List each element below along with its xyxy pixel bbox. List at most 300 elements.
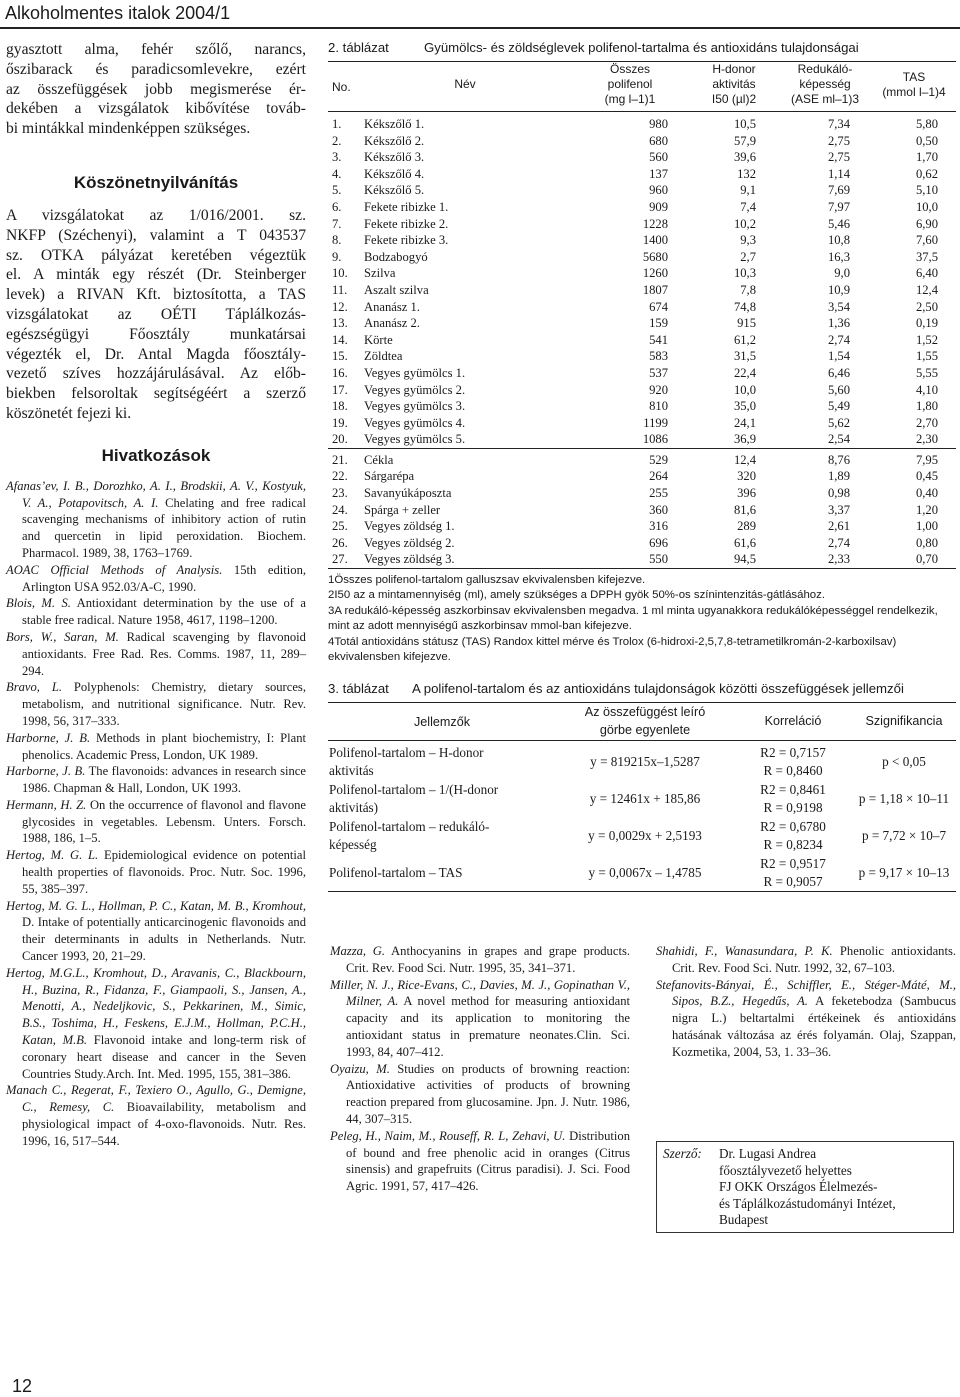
cell-polyphenol: 541 <box>649 332 668 347</box>
reference-authors: Afanas’ev, I. B., Dorozhko, A. I., Brodskii, A. V., Kostyuk, V. A., Potapovitsch, A. I. <box>6 478 306 510</box>
reference-authors: Hertog, M. G. L. <box>6 848 99 863</box>
cell-hdonor: 12,4 <box>690 448 778 468</box>
table-row <box>328 199 956 216</box>
cell-tas: 5,55 <box>915 365 938 380</box>
cell-no: 23. <box>332 486 348 501</box>
cell-name: Vegyes gyümölcs 5. <box>364 432 466 447</box>
reference-item <box>330 1061 630 1128</box>
cell-polyphenol: 920 <box>649 382 668 397</box>
reference-authors: Hertog, M. G. L., Hollman, P. C., Katan, M. B., Kromhout, <box>6 898 306 913</box>
reference-text: Radical scavenging by flavonoid antioxidants. Free Rad. Res. Comms. 1987, 11, 289–294. <box>22 629 306 678</box>
cell-hdonor: 10,3 <box>733 266 756 281</box>
table-row <box>328 265 956 282</box>
cell-name: Cékla <box>360 448 570 468</box>
cell-name: Kékszőlő 1. <box>364 117 425 131</box>
hdr-line: (ASE ml–1)3 <box>790 92 860 106</box>
references-heading: Hivatkozások <box>101 445 211 465</box>
cell-hdonor: 24,1 <box>733 415 756 430</box>
paragraph-line: NKFP (Széchenyi), valamint a T 043537 <box>6 226 306 244</box>
cell-polyphenol: 583 <box>649 349 668 364</box>
page-number: 12 <box>12 1376 33 1396</box>
journal-header-title: Alkoholmentes italok 2004/1 <box>5 3 231 23</box>
cell-hdonor: 35,0 <box>733 399 756 414</box>
table-row <box>328 315 956 332</box>
col-header-hdonor <box>690 62 778 112</box>
cell-polyphenol: 255 <box>649 486 668 501</box>
table3-body <box>328 741 956 892</box>
cell-reducing: 2,75 <box>827 150 850 165</box>
cell-name: Zöldtea <box>364 349 403 364</box>
table-row <box>328 448 956 468</box>
feature-line: Polifenol-tartalom – H-donor <box>329 745 484 761</box>
reference-item <box>330 943 630 977</box>
cell-polyphenol: 137 <box>649 166 668 181</box>
cell-name: Aszalt szilva <box>364 282 429 297</box>
feature-line: Polifenol-tartalom – redukáló- <box>329 819 490 835</box>
cell-tas: 0,70 <box>915 552 938 567</box>
table2-footnote: 2I50 az a mintamennyiség (ml), amely szükséges a DPPH gyök 50%-os színintenzitás-gátlásához. <box>328 589 825 602</box>
reference-item <box>330 1128 630 1195</box>
paragraph-line: dekében a vizsgálatok kibővítése továb- <box>6 100 306 118</box>
paragraph-line: gyasztott alma, fehér szőlő, narancs, <box>6 41 306 58</box>
feature-line: Polifenol-tartalom – 1/(H-donor <box>329 782 499 798</box>
cell-tas: 1,52 <box>915 332 938 347</box>
table-row <box>328 166 956 183</box>
table-row <box>328 133 956 150</box>
table-row <box>328 112 956 133</box>
cell-polyphenol: 980 <box>649 117 668 131</box>
col-header-no: No. <box>328 62 360 112</box>
paragraph-line: vizsgálatokat az OÉTI Táplálkozás- <box>6 305 306 323</box>
cell-no: 20. <box>332 432 348 447</box>
cell-name: Körte <box>364 332 393 347</box>
reference-authors: Harborne, J. B. <box>6 764 86 779</box>
cell-hdonor: 36,9 <box>733 432 756 447</box>
reference-text: Bioavailability, metabolism and physiological impact of 4-oxo-flavonoids. Nutr. Res. 1996, 16, 517–544. <box>22 1100 307 1148</box>
cell-reducing: 7,34 <box>827 117 850 131</box>
cell-hdonor: 61,2 <box>733 332 756 347</box>
paragraph-line: köszönetét fejezi ki. <box>6 404 132 422</box>
cell-correlation <box>734 854 852 891</box>
left-column <box>6 40 306 1150</box>
cell-polyphenol: 810 <box>649 399 668 414</box>
cell-reducing: 1,36 <box>827 316 850 331</box>
author-box <box>656 1141 954 1233</box>
references-list-middle <box>330 943 630 1195</box>
cell-reducing: 5,62 <box>827 415 850 430</box>
table-row <box>328 415 956 432</box>
cell-polyphenol: 560 <box>649 150 668 165</box>
reference-item <box>6 797 306 847</box>
cell-reducing: 5,60 <box>827 382 850 397</box>
cell-reducing: 1,14 <box>827 166 850 181</box>
hdr-line: görbe egyenlete <box>599 722 691 737</box>
reference-text: Flavonoid intake and long-term risk of coronary heart disease and cancer in the Seven Countries Study.Arch. Int. Med. 1995, 155, 381–386. <box>22 1033 306 1081</box>
reference-item <box>6 847 306 897</box>
cell-tas: 0,50 <box>915 133 938 148</box>
cell-reducing: 16,3 <box>827 249 850 264</box>
cell-tas: 37,5 <box>915 249 938 264</box>
reference-text: Polyphenols: Chemistry, dietary sources, metabolism, and nutritional significance. Nutr. Rev. 1998, 56, 317–333. <box>22 680 306 728</box>
paragraph-line: bi mintákkal mindenképpen szükséges. <box>6 120 251 138</box>
cell-equation: y = 12461x + 185,86 <box>589 791 701 807</box>
cell-tas: 0,62 <box>915 166 938 181</box>
col-header-reducing <box>778 62 872 112</box>
cell-feature <box>328 741 556 781</box>
reference-item <box>6 763 306 797</box>
cell-reducing: 2,74 <box>827 332 850 347</box>
paragraph-line: őszibarack és paradicsomlevekre, ezért <box>6 60 306 78</box>
hdr-line: (mg l–1)1 <box>604 92 656 106</box>
cell-hdonor: 7,8 <box>740 282 756 297</box>
cell-hdonor: 61,6 <box>733 535 756 550</box>
cell-reducing: 3,37 <box>827 502 850 517</box>
reference-text: On the occurrence of flavonol and flavone glycosides in vegetables. Lebensm. Unters. Forsch. 1988, 186, 1–5. <box>22 797 307 846</box>
cell-reducing: 6,46 <box>827 365 850 380</box>
cell-reducing: 9,0 <box>834 266 850 281</box>
cell-reducing: 5,49 <box>827 399 850 414</box>
col-header-correlation: Korreláció <box>764 714 822 729</box>
cell-reducing: 2,61 <box>827 519 850 534</box>
hdr-line: (mmol l–1)4 <box>882 84 946 99</box>
cell-no: 22. <box>332 469 348 484</box>
hdr-line: H-donor <box>712 62 756 76</box>
cell-no: 19. <box>332 415 348 430</box>
reference-text: Studies on products of browning reaction: Antioxidative activities of products of browning reaction prepared from glucosamine. Jpn. J. Nutr. 1986, 44, 307–315. <box>346 1061 630 1126</box>
cell-equation: y = 819215x–1,5287 <box>556 741 734 781</box>
col-header-significance: Szignifikancia <box>865 714 943 729</box>
cell-hdonor: 94,5 <box>733 552 756 567</box>
table-row <box>328 551 956 568</box>
col-header-feature: Jellemzők <box>414 715 470 730</box>
table2-vegetable-body <box>328 448 956 568</box>
author-line: FJ OKK Országos Élelmezés- <box>719 1179 878 1195</box>
cell-hdonor: 31,5 <box>733 349 756 364</box>
cell-no: 8. <box>332 233 342 248</box>
cell-no: 3. <box>332 150 342 165</box>
cell-name: Spárga + zeller <box>364 502 441 517</box>
cell-no: 24. <box>332 502 348 517</box>
reference-text: Methods in plant biochemistry, I: Plant phenolics. Academic Press, London, UK 1989. <box>22 730 306 762</box>
references-list-left <box>6 478 306 1150</box>
cell-no: 5. <box>332 183 342 198</box>
table3 <box>328 703 956 891</box>
cell-equation: y = 0,0067x – 1,4785 <box>588 865 702 881</box>
cell-tas: 6,90 <box>915 216 938 231</box>
hdr-line: Összes <box>609 62 650 76</box>
cell-reducing: 8,76 <box>778 448 872 468</box>
cell-no: 1. <box>332 117 342 131</box>
table3-header-row <box>328 703 956 741</box>
table2 <box>328 62 956 568</box>
cell-hdonor: 7,4 <box>740 199 756 214</box>
r-value: R = 0,9198 <box>763 799 823 815</box>
cell-no: 25. <box>332 519 348 534</box>
r-squared: R2 = 0,6780 <box>760 819 826 835</box>
table2-bottom-rule <box>328 568 956 569</box>
cell-name: Vegyes zöldség 2. <box>364 535 455 550</box>
cell-reducing: 2,74 <box>827 535 850 550</box>
reference-item <box>6 679 306 729</box>
table-row <box>328 854 956 891</box>
table2-caption <box>328 40 956 55</box>
table-row <box>328 485 956 502</box>
cell-no: 12. <box>332 299 348 314</box>
r-squared: R2 = 0,7157 <box>760 745 826 761</box>
reference-item <box>6 730 306 764</box>
r-value: R = 0,8460 <box>763 762 823 778</box>
reference-text: D. Intake of potentially anticarcinogenic flavonoids and their determinants in adults in Netherlands. Nutr. Cancer 1993, 20, 21–29. <box>22 915 306 964</box>
r-squared: R2 = 0,8461 <box>760 782 826 798</box>
author-line: Budapest <box>719 1212 769 1228</box>
cell-no: 11. <box>332 282 348 297</box>
table-row <box>328 249 956 266</box>
table-row <box>328 780 956 817</box>
cell-tas: 2,50 <box>915 299 938 314</box>
table-row <box>328 216 956 233</box>
cell-hdonor: 81,6 <box>733 502 756 517</box>
paragraph-line: vezető szíves hozzájárulásával. Az előb- <box>6 365 306 383</box>
cell-name: Vegyes gyümölcs 2. <box>364 382 466 397</box>
cell-equation: y = 0,0029x + 2,5193 <box>588 828 702 844</box>
reference-text: Antioxidant determination by the use of a stable free radical. Nature 1958, 4617, 1198–1200. <box>22 596 306 628</box>
cell-tas: 6,40 <box>915 266 938 281</box>
table-row <box>328 299 956 316</box>
cell-reducing: 1,89 <box>827 469 850 484</box>
cell-no: 6. <box>332 199 342 214</box>
table2-footnote: 1Összes polifenol-tartalom galluszsav ekvivalensben kifejezve. <box>328 574 646 587</box>
cell-no: 17. <box>332 382 348 397</box>
reference-text: A novel method for measuring antioxidant capacity and its application to monitoring the antioxidant status in premature neonates.Clin. Sci. 1993, 84, 407–412. <box>346 994 630 1059</box>
cell-feature <box>328 854 556 891</box>
cell-name: Vegyes zöldség 1. <box>364 519 455 534</box>
cell-significance: p = 1,18 × 10–11 <box>858 791 950 807</box>
author-line: Dr. Lugasi Andrea <box>719 1146 817 1161</box>
table2-label: 2. táblázat <box>328 40 389 55</box>
cell-polyphenol: 680 <box>649 133 668 148</box>
feature-line: Polifenol-tartalom – TAS <box>329 865 463 881</box>
feature-line: képesség <box>329 836 377 852</box>
hdr-line: képesség <box>799 77 851 91</box>
cell-name: Kékszőlő 5. <box>364 183 425 198</box>
cell-polyphenol: 5680 <box>642 249 668 264</box>
reference-authors: Mazza, G. <box>330 944 386 958</box>
reference-text: Epidemiological evidence on potential health properties of flavonoids. Proc. Nutr. Soc. 1996, 55, 385–397. <box>22 848 306 896</box>
reference-authors: Hertog, M.G.L., Kromhout, D., Aravanis, C., Blackbourn, H., Buzina, R., Fidanza, F., Giampaoli, S., Jansen, A., Menotti, A., Nedeljkovic, S., Pekkarinen, M., Simic, B.S., Toshima, H., Feskens, E.J.M., Hollman, P.C.H., Katan, M.B. <box>6 965 306 1048</box>
cell-correlation <box>734 780 852 817</box>
reference-text: A feketebodza (Sambucus nigra L.) beltartalmi értékeinek és antioxidáns hatásának változása az érés folyamán. Olaj, Szappan, Kozmetika, 2004, 53, 1. 33–36. <box>672 994 956 1059</box>
reference-authors: Harborne, J. B. <box>6 730 91 745</box>
cell-reducing: 3,54 <box>827 299 850 314</box>
cell-reducing: 1,54 <box>827 349 850 364</box>
cell-correlation <box>734 741 852 781</box>
cell-tas: 1,55 <box>915 349 938 364</box>
cell-hdonor: 915 <box>737 316 756 331</box>
table-row <box>328 398 956 415</box>
table2-title: Gyümölcs- és zöldséglevek polifenol-tartalma és antioxidáns tulajdonságai <box>424 40 859 55</box>
reference-authors: Bors, W., Saran, M. <box>6 629 119 644</box>
cell-reducing: 2,75 <box>827 133 850 148</box>
reference-text: Chelating and free radical scavenging mechanisms of inhibitory action of rutin and quercetin in lipid peroxidation. Biochem. Pharmacol. 1989, 38, 1763–1769. <box>22 495 306 560</box>
cell-tas: 0,80 <box>915 535 938 550</box>
cell-name: Fekete ribizke 1. <box>364 199 449 214</box>
cell-feature <box>328 780 556 817</box>
feature-line: aktivitás <box>329 762 374 778</box>
cell-significance: p < 0,05 <box>852 741 956 781</box>
cell-no: 21. <box>328 448 360 468</box>
table2-fruit-body <box>328 112 956 449</box>
table-row <box>328 741 956 781</box>
cell-no: 26. <box>332 535 348 550</box>
table-row <box>328 817 956 854</box>
reference-authors: Oyaizu, M. <box>330 1061 390 1076</box>
paragraph-line: levek) a RIVAN Kft. biztosította, a TAS <box>6 286 306 304</box>
r-squared: R2 = 0,9517 <box>760 856 826 872</box>
cell-name: Kékszőlő 4. <box>364 166 425 181</box>
table-row <box>328 282 956 299</box>
feature-line: aktivitás) <box>329 799 379 815</box>
cell-no: 27. <box>332 552 348 567</box>
reference-text: Phenolic antioxidants. Crit. Rev. Food Sci. Nutr. 1992, 32, 67–103. <box>672 944 957 975</box>
col-header-name: Név <box>360 62 570 112</box>
table-row <box>328 382 956 399</box>
right-column <box>328 40 956 892</box>
reference-item <box>6 478 306 562</box>
cell-correlation <box>734 817 852 854</box>
table2-footnote: 3A redukáló-képesség aszkorbinsav ekvivalensben megadva. 1 ml minta ugyanakkora redukálóképességgel rendelkezik, mint az adott mennyiségű aszkorbinsav mmol-ban kifejezve. <box>328 604 938 633</box>
table3-label: 3. táblázat <box>328 681 389 697</box>
cell-reducing: 7,69 <box>827 183 850 198</box>
cell-hdonor: 2,7 <box>740 249 756 264</box>
cell-name: Fekete ribizke 3. <box>364 233 449 248</box>
hdr-line: Redukáló- <box>797 62 853 76</box>
cell-tas: 0,40 <box>915 486 938 501</box>
cell-no: 10. <box>332 266 348 281</box>
cell-no: 7. <box>332 216 342 231</box>
paragraph-line: biekben felsoroltak segítségéért a szerző <box>6 385 306 403</box>
cell-hdonor: 132 <box>737 166 756 181</box>
cell-tas: 7,60 <box>915 233 938 248</box>
hdr-line: aktivitás <box>712 77 756 91</box>
col-header-equation <box>556 703 734 741</box>
reference-authors: Shahidi, F., Wanasundara, P. K. <box>656 944 833 958</box>
cell-reducing: 10,8 <box>827 233 850 248</box>
reference-authors: Peleg, H., Naim, M., Rouseff, R. L, Zehavi, U. <box>330 1128 566 1143</box>
reference-authors: Miller, N. J., Rice-Evans, C., Davies, M. J., Gopinathan V., Milner, A. <box>330 977 630 1009</box>
cell-tas: 0,19 <box>915 316 938 331</box>
cell-hdonor: 10,5 <box>733 117 756 131</box>
cell-polyphenol: 1228 <box>642 216 668 231</box>
cell-significance: p = 9,17 × 10–13 <box>858 865 950 881</box>
cell-tas: 0,45 <box>915 469 938 484</box>
header-rule <box>0 27 960 29</box>
cell-hdonor: 396 <box>737 486 756 501</box>
cell-name: Vegyes zöldség 3. <box>364 552 455 567</box>
cell-name: Vegyes gyümölcs 4. <box>364 415 466 430</box>
cell-polyphenol: 674 <box>649 299 668 314</box>
cell-tas: 12,4 <box>915 282 938 297</box>
cell-polyphenol: 159 <box>649 316 668 331</box>
author-label: Szerző: <box>663 1146 702 1161</box>
table-row <box>328 518 956 535</box>
cell-significance: p = 7,72 × 10–7 <box>861 828 947 844</box>
cell-polyphenol: 1400 <box>642 233 668 248</box>
cell-no: 4. <box>332 166 342 181</box>
cell-no: 13. <box>332 316 348 331</box>
cell-polyphenol: 960 <box>649 183 668 198</box>
cell-name: Bodzabogyó <box>364 249 428 264</box>
col-header-tas <box>872 62 956 112</box>
cell-tas: 1,00 <box>915 519 938 534</box>
table-row <box>328 348 956 365</box>
reference-authors: AOAC Official Methods of Analysis. <box>6 562 223 577</box>
reference-authors: Hermann, H. Z. <box>6 797 87 812</box>
cell-tas: 2,70 <box>915 415 938 430</box>
reference-item <box>330 977 630 1061</box>
reference-item <box>6 562 306 596</box>
table3-caption <box>328 681 956 696</box>
author-lines <box>719 1146 896 1229</box>
reference-text: The flavonoids: advances in research since 1986. Chapman & Hall, London, UK 1993. <box>22 764 306 796</box>
reference-item <box>6 629 306 679</box>
cell-name: Kékszőlő 2. <box>364 133 425 148</box>
r-value: R = 0,8234 <box>763 836 823 852</box>
cell-polyphenol: 550 <box>649 552 668 567</box>
cell-reducing: 0,98 <box>827 486 850 501</box>
cell-name: Kékszőlő 3. <box>364 150 425 165</box>
cell-polyphenol: 696 <box>649 535 668 550</box>
cell-no: 2. <box>332 133 342 148</box>
reference-text: Anthocyanins in grapes and grape products. Crit. Rev. Food Sci. Nutr. 1995, 35, 341–371. <box>346 944 630 975</box>
cell-tas: 2,30 <box>915 432 938 447</box>
cell-no: 15. <box>332 349 348 364</box>
cell-hdonor: 9,1 <box>740 183 756 198</box>
cell-tas: 5,80 <box>915 117 938 131</box>
table-row <box>328 332 956 349</box>
table2-header-row <box>328 62 956 112</box>
cell-polyphenol: 529 <box>570 448 690 468</box>
acknowledgement-paragraph <box>6 206 306 424</box>
reference-item <box>6 965 306 1083</box>
cell-hdonor: 10,0 <box>733 382 756 397</box>
reference-authors: Blois, M. S. <box>6 596 71 611</box>
cell-name: Ananász 2. <box>364 316 420 331</box>
cell-polyphenol: 1260 <box>642 266 668 281</box>
cell-no: 9. <box>332 249 342 264</box>
col-header-polyphenol <box>570 62 690 112</box>
cell-name: Savanyúkáposzta <box>364 486 452 501</box>
table-row <box>328 182 956 199</box>
table-row <box>328 535 956 552</box>
paragraph-line: végezték el, Dr. Antal Magda főosztály- <box>6 345 306 363</box>
cell-polyphenol: 1807 <box>642 282 668 297</box>
table-row <box>328 502 956 519</box>
reference-authors: Manach C., Regerat, F., Texiero O., Agullo, G., Demigne, C., Remesy, C. <box>6 1083 306 1115</box>
reference-text: 15th edition, Arlington USA 952.03/A-C, 1990. <box>22 562 307 594</box>
cell-hdonor: 39,6 <box>733 150 756 165</box>
cell-hdonor: 289 <box>737 519 756 534</box>
cell-reducing: 2,33 <box>827 552 850 567</box>
author-line: főosztályvezető helyettes <box>719 1162 852 1178</box>
reference-authors: Bravo, L. <box>6 680 62 695</box>
table3-bottom-rule <box>328 891 956 892</box>
cell-tas: 1,70 <box>915 150 938 165</box>
cell-name: Vegyes gyümölcs 1. <box>364 365 466 380</box>
cell-tas: 5,10 <box>915 183 938 198</box>
cell-reducing: 2,54 <box>827 432 850 447</box>
reference-item <box>6 595 306 629</box>
cell-tas: 1,80 <box>915 399 938 414</box>
